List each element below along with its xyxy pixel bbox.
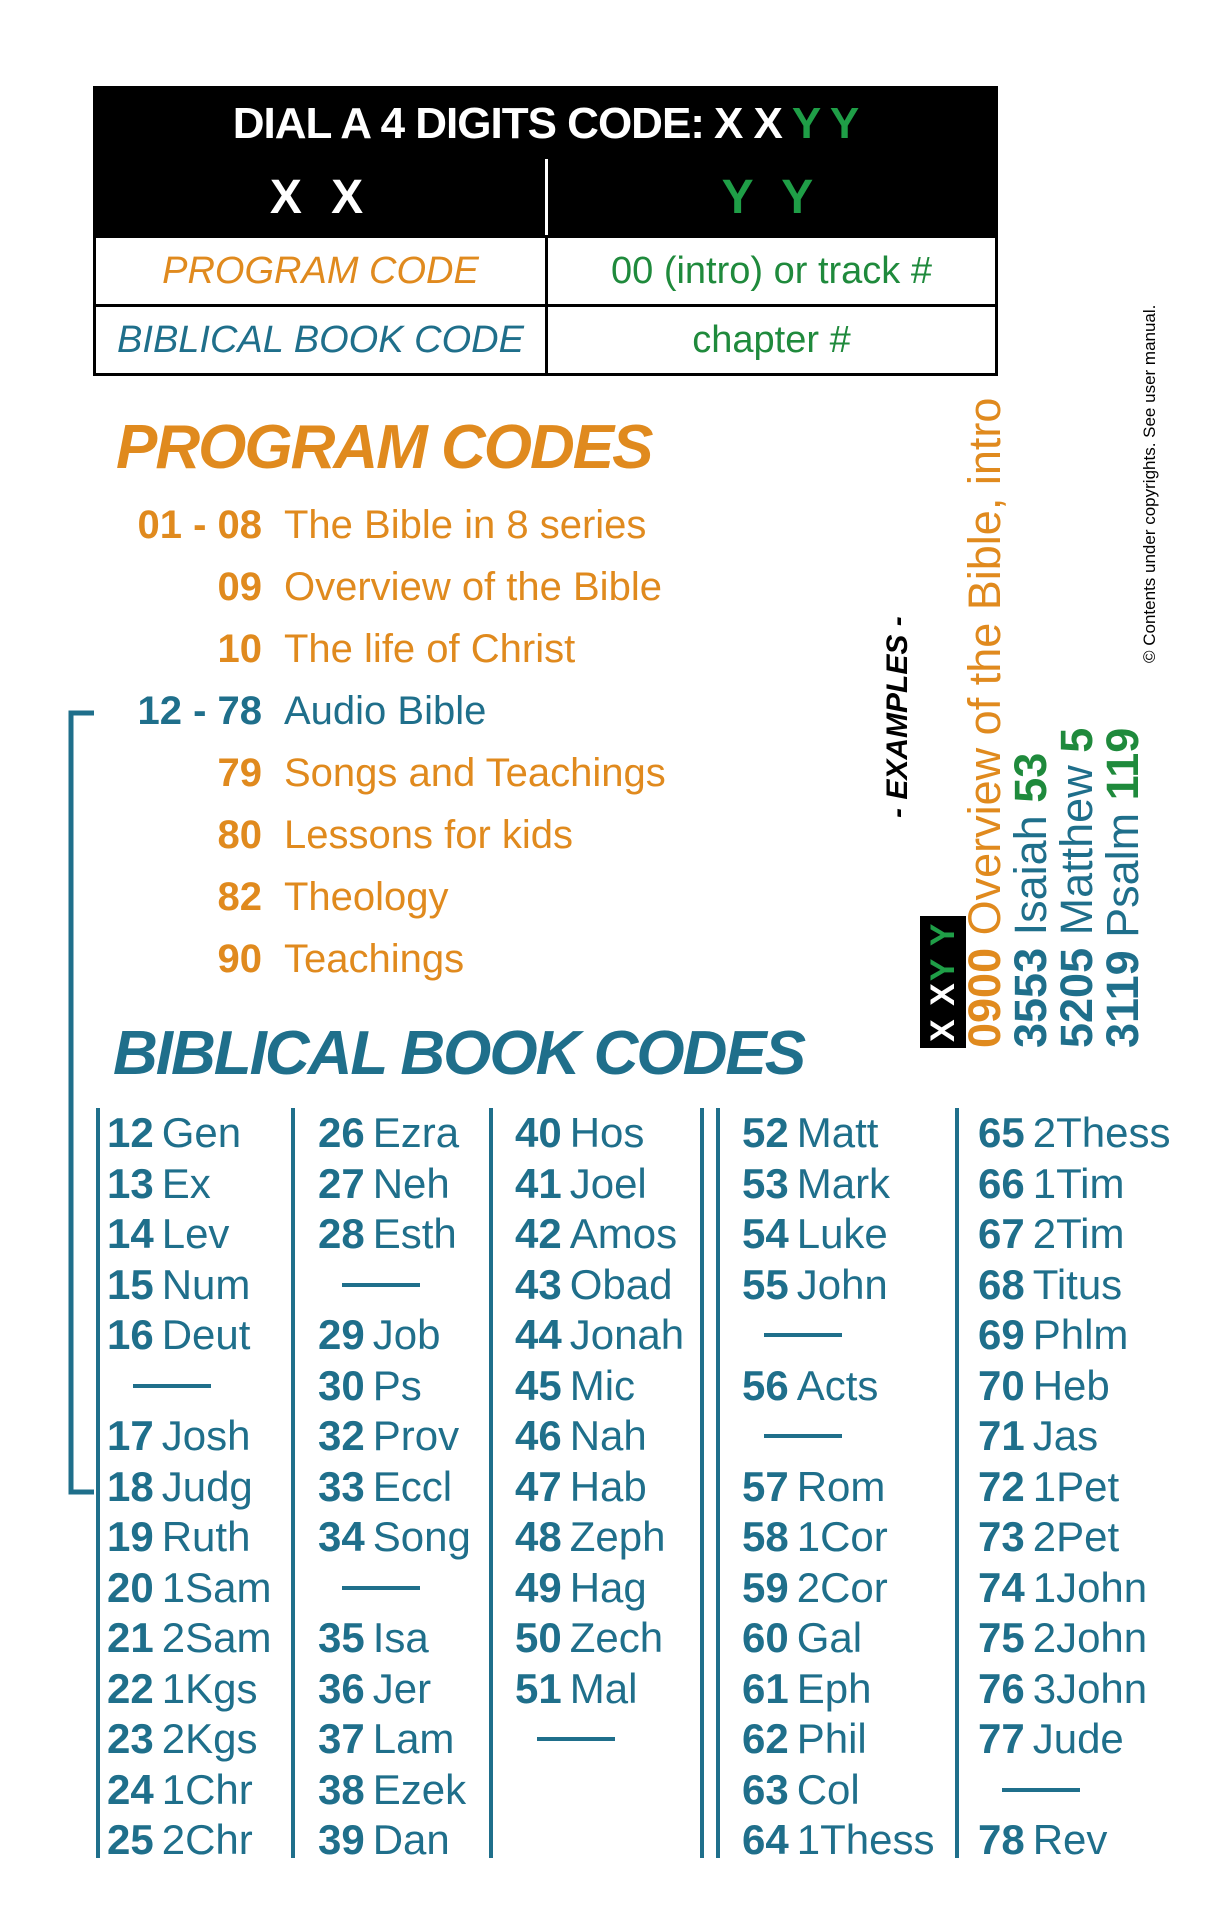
book-name: 1Chr bbox=[161, 1765, 253, 1813]
dial-code-table bbox=[93, 86, 998, 376]
book-entry bbox=[742, 1361, 934, 1412]
book-entry bbox=[107, 1664, 271, 1715]
book-entry bbox=[978, 1613, 1170, 1664]
book-code: 14 bbox=[107, 1210, 154, 1257]
book-name: Eccl bbox=[372, 1462, 453, 1510]
book-name: Mark bbox=[796, 1159, 891, 1207]
examples-header: - EXAMPLES - bbox=[881, 616, 914, 818]
book-entry bbox=[742, 1815, 934, 1866]
book-entry bbox=[978, 1664, 1170, 1715]
book-code: 64 bbox=[742, 1816, 789, 1863]
book-code: 75 bbox=[978, 1614, 1025, 1661]
book-name: Isa bbox=[372, 1614, 429, 1661]
book-code: 55 bbox=[742, 1260, 789, 1308]
program-code-number: 10 bbox=[217, 627, 262, 671]
book-entry bbox=[515, 1260, 684, 1311]
book-entry bbox=[318, 1159, 471, 1210]
book-name: 2Sam bbox=[161, 1614, 272, 1661]
program-code-label: Audio Bible bbox=[284, 689, 487, 733]
book-code: 15 bbox=[107, 1260, 154, 1308]
book-name: 1Kgs bbox=[161, 1664, 258, 1712]
book-name: Neh bbox=[372, 1159, 450, 1207]
book-name: Lev bbox=[161, 1210, 230, 1257]
program-code-number: 82 bbox=[217, 875, 262, 919]
book-name: Obad bbox=[569, 1260, 673, 1308]
book-column bbox=[515, 1108, 684, 1765]
book-entry bbox=[318, 1462, 471, 1513]
book-name: Hab bbox=[569, 1462, 647, 1510]
book-entry bbox=[318, 1361, 471, 1412]
book-code: 41 bbox=[515, 1159, 562, 1207]
program-code-label: PROGRAM CODE bbox=[96, 238, 548, 304]
list-item bbox=[112, 937, 464, 982]
book-code: 17 bbox=[107, 1412, 154, 1459]
book-code: 67 bbox=[978, 1210, 1025, 1257]
table-head-row bbox=[96, 159, 995, 235]
book-name: Titus bbox=[1032, 1260, 1123, 1308]
book-code: 74 bbox=[978, 1563, 1025, 1611]
book-name: Judg bbox=[161, 1462, 253, 1510]
book-name: Luke bbox=[796, 1210, 888, 1257]
book-entry bbox=[515, 1512, 684, 1563]
book-column bbox=[742, 1108, 934, 1866]
example-chapter: 119 bbox=[1097, 727, 1148, 801]
book-name: Lam bbox=[372, 1715, 455, 1762]
book-codes-title: BIBLICAL BOOK CODES bbox=[113, 1019, 805, 1088]
book-code: 62 bbox=[742, 1715, 789, 1762]
col-xx-header: X X bbox=[96, 159, 548, 235]
book-entry bbox=[515, 1563, 684, 1614]
book-name: Hag bbox=[569, 1563, 647, 1611]
book-name: 2John bbox=[1032, 1614, 1148, 1661]
divider bbox=[133, 1384, 211, 1388]
book-entry bbox=[978, 1159, 1170, 1210]
example-code: 3119 bbox=[1097, 950, 1148, 1048]
book-name: Hos bbox=[569, 1109, 645, 1156]
book-code: 12 bbox=[107, 1109, 154, 1156]
example-label: Overview of the Bible, intro bbox=[959, 397, 1010, 936]
book-entry bbox=[742, 1260, 934, 1311]
book-code: 27 bbox=[318, 1159, 365, 1207]
book-code: 57 bbox=[742, 1462, 789, 1510]
column-separator bbox=[96, 1108, 100, 1858]
book-name: Esth bbox=[372, 1210, 457, 1257]
divider bbox=[1002, 1788, 1080, 1792]
book-entry bbox=[318, 1512, 471, 1563]
book-code: 21 bbox=[107, 1614, 154, 1661]
book-code: 50 bbox=[515, 1614, 562, 1661]
book-column bbox=[318, 1108, 471, 1866]
example-label: Matthew bbox=[1051, 752, 1102, 936]
example-label: Isaiah bbox=[1005, 802, 1056, 936]
book-code: 28 bbox=[318, 1210, 365, 1257]
example-item bbox=[1005, 398, 1056, 1048]
book-name: Matt bbox=[796, 1109, 879, 1156]
book-entry bbox=[318, 1815, 471, 1866]
divider bbox=[342, 1586, 420, 1590]
book-name: 2Thess bbox=[1032, 1109, 1171, 1156]
book-entry bbox=[742, 1512, 934, 1563]
book-code: 76 bbox=[978, 1664, 1025, 1712]
program-code-label: Lessons for kids bbox=[284, 813, 574, 857]
list-item bbox=[112, 813, 573, 858]
book-name: John bbox=[796, 1260, 888, 1308]
book-name: Dan bbox=[372, 1816, 450, 1863]
column-separator bbox=[489, 1108, 493, 1858]
book-entry bbox=[742, 1714, 934, 1765]
book-code: 37 bbox=[318, 1715, 365, 1762]
book-code: 44 bbox=[515, 1311, 562, 1358]
book-code-label: BIBLICAL BOOK CODE bbox=[96, 307, 548, 373]
book-name: Ex bbox=[161, 1159, 211, 1207]
book-code: 13 bbox=[107, 1159, 154, 1207]
book-entry bbox=[978, 1260, 1170, 1311]
book-name: 1Cor bbox=[796, 1513, 888, 1560]
program-code-number: 80 bbox=[217, 813, 262, 857]
book-code: 54 bbox=[742, 1210, 789, 1257]
book-entry bbox=[742, 1209, 934, 1260]
book-entry bbox=[515, 1159, 684, 1210]
example-item bbox=[1051, 398, 1102, 1048]
example-code: 3553 bbox=[1005, 947, 1056, 1048]
book-entry bbox=[107, 1613, 271, 1664]
list-item bbox=[112, 689, 486, 734]
book-name: Prov bbox=[372, 1412, 460, 1459]
book-code: 47 bbox=[515, 1462, 562, 1510]
book-name: Acts bbox=[796, 1361, 879, 1409]
book-code: 36 bbox=[318, 1664, 365, 1712]
book-code: 19 bbox=[107, 1513, 154, 1560]
book-entry bbox=[978, 1108, 1170, 1159]
book-name: Song bbox=[372, 1513, 471, 1560]
book-entry bbox=[742, 1108, 934, 1159]
book-code: 71 bbox=[978, 1412, 1025, 1459]
column-separator bbox=[955, 1108, 959, 1858]
audio-bible-bracket bbox=[67, 709, 97, 1499]
book-code-value: chapter # bbox=[692, 318, 851, 361]
book-entry bbox=[742, 1159, 934, 1210]
book-code: 22 bbox=[107, 1664, 154, 1712]
book-name: Jas bbox=[1032, 1412, 1099, 1459]
book-name: Zeph bbox=[569, 1513, 666, 1560]
book-name: 2Cor bbox=[796, 1563, 888, 1611]
example-item bbox=[959, 397, 1010, 1048]
key-yy: Y Y bbox=[924, 921, 962, 982]
book-entry bbox=[515, 1108, 684, 1159]
book-code: 69 bbox=[978, 1311, 1025, 1358]
book-entry bbox=[978, 1815, 1170, 1866]
column-separator bbox=[291, 1108, 295, 1858]
book-entry bbox=[107, 1260, 271, 1311]
example-code: 5205 bbox=[1051, 947, 1102, 1048]
book-code: 49 bbox=[515, 1563, 562, 1611]
book-name: Eph bbox=[796, 1664, 872, 1712]
book-code: 34 bbox=[318, 1513, 365, 1560]
book-entry bbox=[107, 1209, 271, 1260]
book-column bbox=[107, 1108, 271, 1866]
book-code: 73 bbox=[978, 1513, 1025, 1560]
book-entry bbox=[515, 1411, 684, 1462]
program-code-number: 79 bbox=[217, 751, 262, 795]
book-name: Gal bbox=[796, 1614, 863, 1661]
book-entry bbox=[318, 1664, 471, 1715]
book-code: 53 bbox=[742, 1159, 789, 1207]
book-name: Deut bbox=[161, 1311, 251, 1358]
book-code: 18 bbox=[107, 1462, 154, 1510]
program-code-number: 90 bbox=[217, 937, 262, 981]
key-xx: X X bbox=[924, 981, 962, 1042]
book-name: 2Tim bbox=[1032, 1210, 1125, 1257]
book-entry bbox=[978, 1512, 1170, 1563]
book-code: 24 bbox=[107, 1765, 154, 1813]
book-entry bbox=[515, 1664, 684, 1715]
program-code-number: 12 - 78 bbox=[137, 689, 262, 733]
title-xx: X X bbox=[713, 99, 782, 148]
book-entry bbox=[742, 1664, 934, 1715]
book-code: 32 bbox=[318, 1412, 365, 1459]
divider bbox=[537, 1737, 615, 1741]
book-entry bbox=[978, 1411, 1170, 1462]
book-code: 78 bbox=[978, 1816, 1025, 1863]
book-entry bbox=[978, 1563, 1170, 1614]
book-entry bbox=[318, 1613, 471, 1664]
book-code: 25 bbox=[107, 1816, 154, 1863]
examples-panel bbox=[880, 398, 1146, 1048]
table-row bbox=[96, 304, 995, 373]
program-code-label: The Bible in 8 series bbox=[284, 503, 647, 547]
list-item bbox=[112, 751, 666, 796]
book-code: 77 bbox=[978, 1715, 1025, 1762]
book-entry bbox=[978, 1714, 1170, 1765]
program-code-number: 01 - 08 bbox=[137, 503, 262, 547]
book-code: 60 bbox=[742, 1614, 789, 1661]
book-entry bbox=[107, 1159, 271, 1210]
list-item bbox=[112, 875, 449, 920]
book-entry bbox=[515, 1209, 684, 1260]
book-code: 58 bbox=[742, 1513, 789, 1560]
book-entry bbox=[515, 1613, 684, 1664]
book-entry bbox=[515, 1462, 684, 1513]
book-code: 45 bbox=[515, 1361, 562, 1409]
program-code-label: Theology bbox=[284, 875, 449, 919]
divider bbox=[764, 1434, 842, 1438]
book-name: Num bbox=[161, 1260, 251, 1308]
book-entry bbox=[318, 1411, 471, 1462]
book-entry bbox=[107, 1310, 271, 1361]
program-code-label: Overview of the Bible bbox=[284, 565, 662, 609]
book-code: 40 bbox=[515, 1109, 562, 1156]
column-separator bbox=[700, 1108, 704, 1858]
book-entry bbox=[107, 1765, 271, 1816]
book-code: 43 bbox=[515, 1260, 562, 1308]
program-code-label: Songs and Teachings bbox=[284, 751, 666, 795]
book-code: 30 bbox=[318, 1361, 365, 1409]
book-code: 56 bbox=[742, 1361, 789, 1409]
book-entry bbox=[318, 1714, 471, 1765]
column-separator bbox=[716, 1108, 720, 1858]
book-name: Gen bbox=[161, 1109, 242, 1156]
program-code-label: The life of Christ bbox=[284, 627, 576, 671]
book-entry bbox=[318, 1765, 471, 1816]
book-code: 48 bbox=[515, 1513, 562, 1560]
book-entry bbox=[978, 1310, 1170, 1361]
book-entry bbox=[742, 1563, 934, 1614]
book-name: Col bbox=[796, 1765, 860, 1813]
book-code: 51 bbox=[515, 1664, 562, 1712]
book-code: 42 bbox=[515, 1210, 562, 1257]
table-title-row bbox=[96, 89, 995, 159]
book-code: 52 bbox=[742, 1109, 789, 1156]
book-code: 26 bbox=[318, 1109, 365, 1156]
book-entry bbox=[107, 1714, 271, 1765]
program-code-value: 00 (intro) or track # bbox=[611, 249, 932, 292]
book-name: Job bbox=[372, 1311, 441, 1358]
book-code: 20 bbox=[107, 1563, 154, 1611]
book-code: 68 bbox=[978, 1260, 1025, 1308]
book-name: Rom bbox=[796, 1462, 886, 1510]
book-entry bbox=[742, 1462, 934, 1513]
table-title: DIAL A 4 DIGITS CODE: bbox=[232, 99, 704, 148]
book-name: 2Pet bbox=[1032, 1513, 1120, 1560]
book-name: Josh bbox=[161, 1412, 251, 1459]
book-name: Rev bbox=[1032, 1816, 1108, 1863]
book-name: Zech bbox=[569, 1614, 664, 1661]
book-name: Ezra bbox=[372, 1109, 460, 1156]
book-code: 29 bbox=[318, 1311, 365, 1358]
table-row bbox=[96, 235, 995, 304]
divider bbox=[764, 1333, 842, 1337]
book-entry bbox=[515, 1361, 684, 1412]
copyright-notice: © Contents under copyrights. See user manual. bbox=[1140, 304, 1159, 663]
book-code: 63 bbox=[742, 1765, 789, 1813]
list-item bbox=[112, 503, 646, 548]
book-name: 2Chr bbox=[161, 1816, 253, 1863]
book-name: 2Kgs bbox=[161, 1715, 258, 1762]
example-chapter: 5 bbox=[1051, 727, 1102, 753]
book-code: 16 bbox=[107, 1311, 154, 1358]
book-name: Ezek bbox=[372, 1765, 467, 1813]
col-yy-header: Y Y bbox=[721, 170, 822, 224]
book-name: Ps bbox=[372, 1361, 422, 1409]
book-name: Joel bbox=[569, 1159, 647, 1207]
book-name: Jonah bbox=[569, 1311, 685, 1358]
book-name: Ruth bbox=[161, 1513, 251, 1560]
example-chapter: 53 bbox=[1005, 752, 1056, 803]
book-name: Phil bbox=[796, 1715, 867, 1762]
book-entry bbox=[978, 1462, 1170, 1513]
book-name: Jude bbox=[1032, 1715, 1124, 1762]
book-entry bbox=[107, 1512, 271, 1563]
book-column bbox=[978, 1108, 1170, 1866]
book-code: 65 bbox=[978, 1109, 1025, 1156]
book-entry bbox=[742, 1613, 934, 1664]
book-entry bbox=[978, 1209, 1170, 1260]
program-codes-title: PROGRAM CODES bbox=[116, 413, 652, 482]
divider bbox=[342, 1283, 420, 1287]
book-code: 35 bbox=[318, 1614, 365, 1661]
book-entry bbox=[107, 1815, 271, 1866]
book-code: 46 bbox=[515, 1412, 562, 1459]
book-entry bbox=[318, 1209, 471, 1260]
book-name: 1Tim bbox=[1032, 1159, 1125, 1207]
book-code: 39 bbox=[318, 1816, 365, 1863]
book-name: 1Pet bbox=[1032, 1462, 1120, 1510]
examples-key bbox=[916, 398, 962, 1048]
book-name: Heb bbox=[1032, 1361, 1110, 1409]
book-name: Mal bbox=[569, 1664, 638, 1712]
book-name: 3John bbox=[1032, 1664, 1148, 1712]
book-entry bbox=[107, 1411, 271, 1462]
book-name: Phlm bbox=[1032, 1311, 1129, 1358]
book-entry bbox=[107, 1563, 271, 1614]
book-code: 59 bbox=[742, 1563, 789, 1611]
book-entry bbox=[318, 1108, 471, 1159]
book-code: 23 bbox=[107, 1715, 154, 1762]
book-entry bbox=[515, 1310, 684, 1361]
book-name: Mic bbox=[569, 1361, 636, 1409]
book-name: Jer bbox=[372, 1664, 432, 1712]
book-code: 61 bbox=[742, 1664, 789, 1712]
example-label: Psalm bbox=[1097, 800, 1148, 938]
book-entry bbox=[978, 1361, 1170, 1412]
book-entry bbox=[107, 1462, 271, 1513]
title-yy: Y Y bbox=[791, 99, 859, 148]
book-name: Nah bbox=[569, 1412, 647, 1459]
book-name: 1John bbox=[1032, 1563, 1148, 1611]
book-code: 66 bbox=[978, 1159, 1025, 1207]
list-item bbox=[112, 565, 662, 610]
list-item bbox=[112, 627, 575, 672]
book-code: 33 bbox=[318, 1462, 365, 1510]
book-entry bbox=[742, 1765, 934, 1816]
example-code: 0900 bbox=[959, 947, 1010, 1048]
book-name: 1Sam bbox=[161, 1563, 272, 1611]
book-code: 70 bbox=[978, 1361, 1025, 1409]
program-code-number: 09 bbox=[217, 565, 262, 609]
book-entry bbox=[107, 1108, 271, 1159]
program-code-label: Teachings bbox=[284, 937, 465, 981]
book-name: 1Thess bbox=[796, 1816, 935, 1863]
book-code: 72 bbox=[978, 1462, 1025, 1510]
book-name: Amos bbox=[569, 1210, 678, 1257]
book-code: 38 bbox=[318, 1765, 365, 1813]
book-entry bbox=[318, 1310, 471, 1361]
